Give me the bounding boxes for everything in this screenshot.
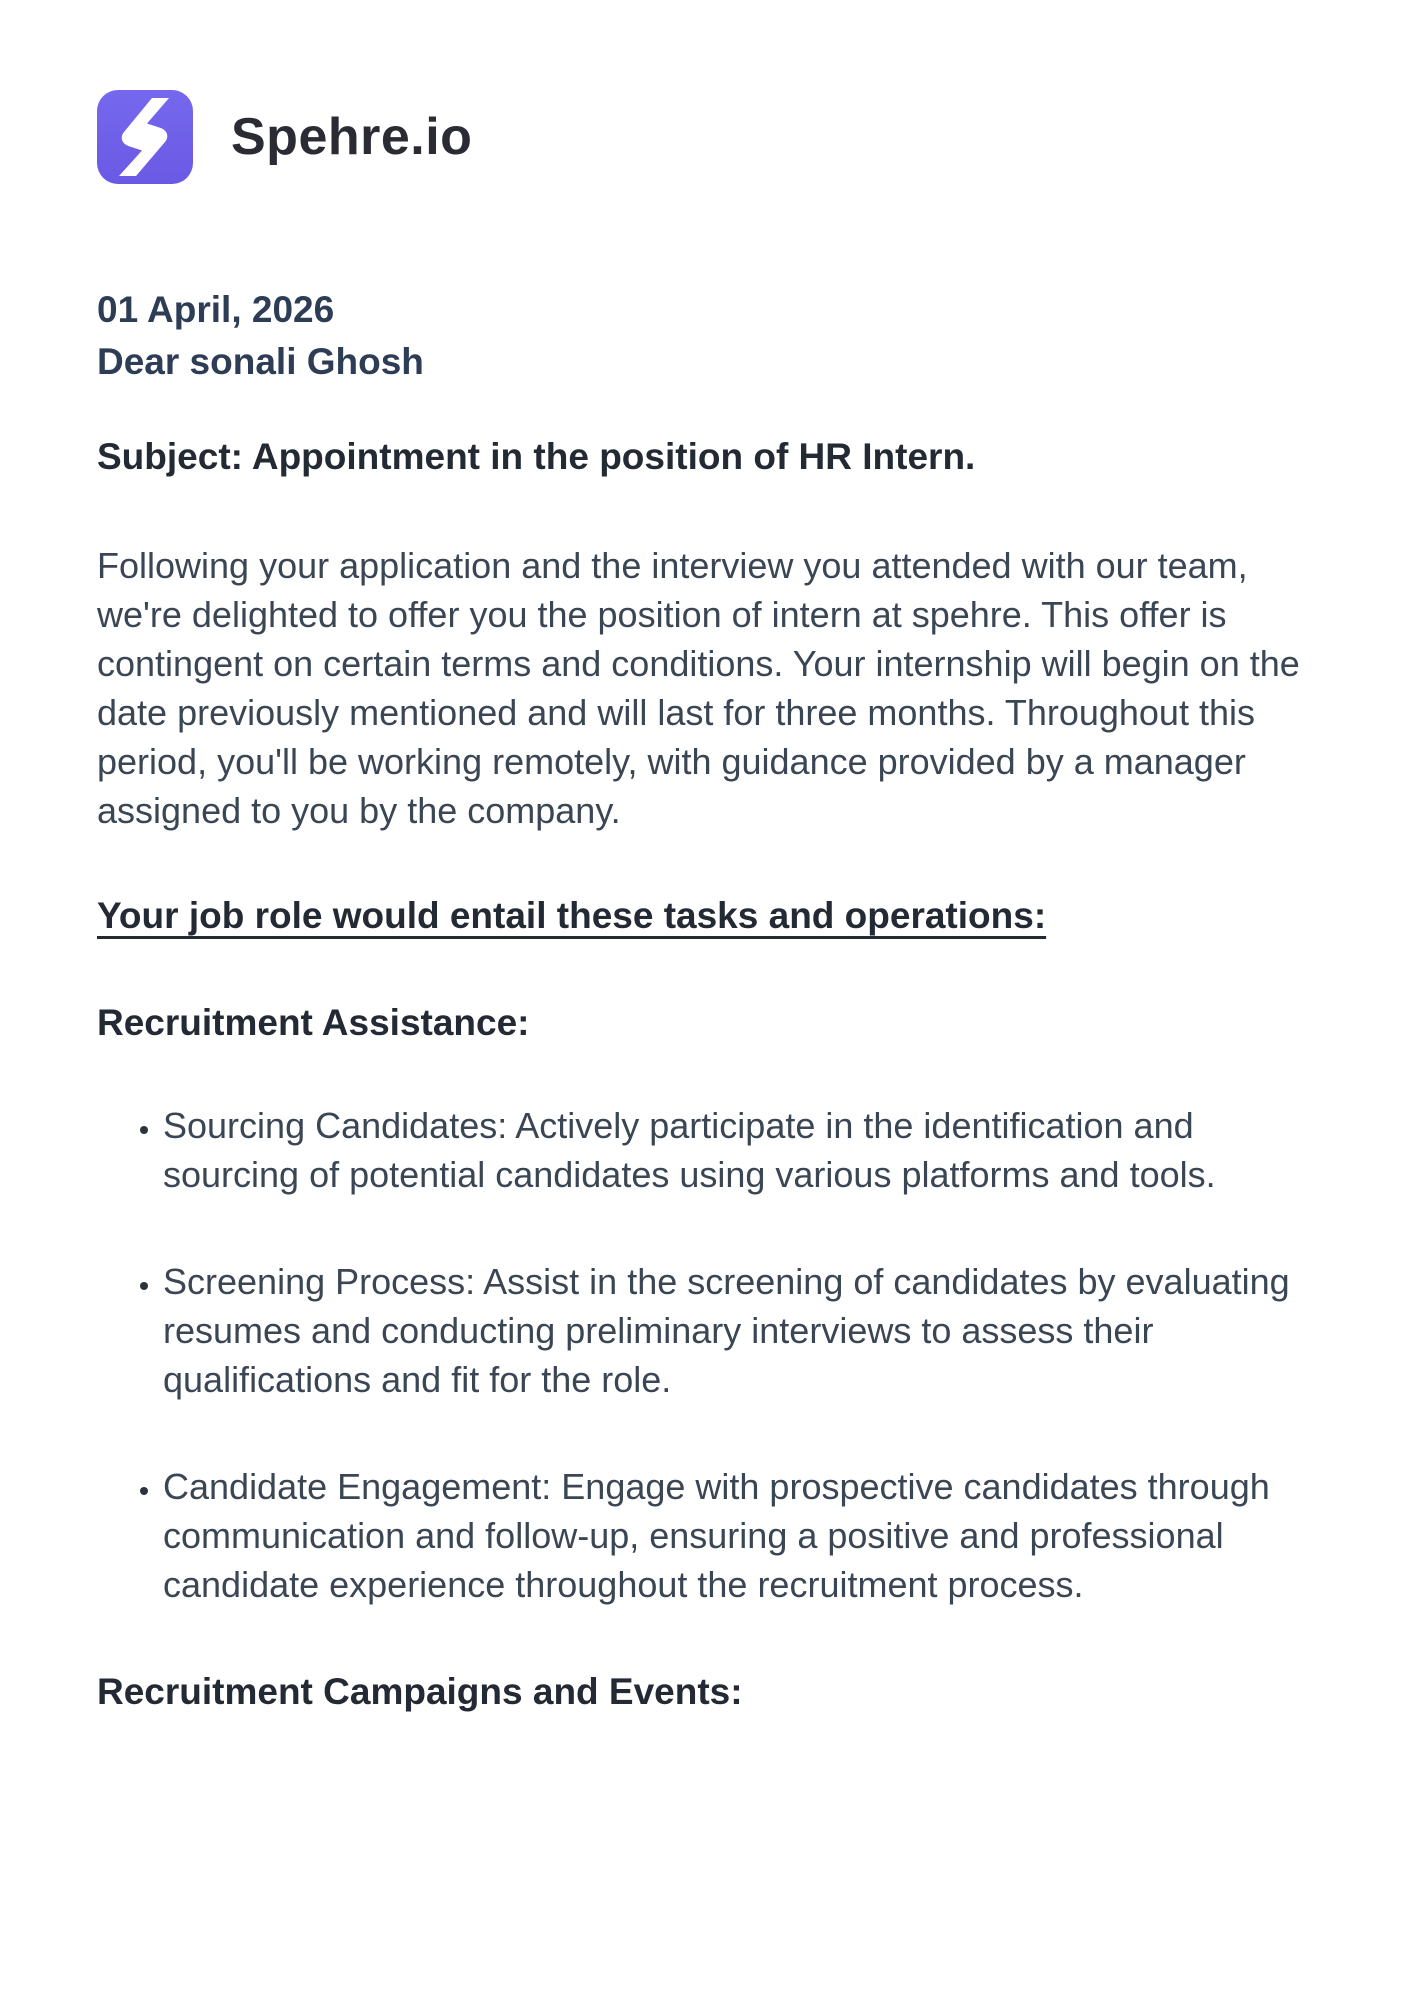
- bullet-item-candidate-engagement: • Candidate Engagement: Engage with prospective candidates through communication and follow-up, ensuring a positive and professional candidate experience throughout the recruitment process.: [163, 1462, 1317, 1609]
- recruitment-assistance-bullet-list: [97, 1101, 1317, 1609]
- spehre-logo-icon: [97, 90, 193, 184]
- letter-date: 01 April, 2026: [97, 289, 335, 330]
- section-heading-recruitment-campaigns: Recruitment Campaigns and Events:: [97, 1671, 743, 1712]
- bullet-item-sourcing-candidates: • Sourcing Candidates: Actively participate in the identification and sourcing of potential candidates using various platforms and tools.: [163, 1101, 1317, 1199]
- brand-name: Spehre.io: [231, 108, 473, 166]
- subject-line: Subject: Appointment in the position of HR Intern.: [97, 436, 976, 477]
- section-heading-recruitment-assistance: Recruitment Assistance:: [97, 1002, 530, 1043]
- intro-paragraph: Following your application and the interview you attended with our team, we're delighted to offer you the position of intern at spehre. This offer is contingent on certain terms and conditions. Your internship will begin on the date previously mentioned and will last for three months. Throughout this period, you'll be working remotely, with guidance provided by a manager assigned to you by the company.: [97, 545, 1300, 831]
- bullet-item-screening-process: • Screening Process: Assist in the screening of candidates by evaluating resumes and conducting preliminary interviews to assess their qualifications and fit for the role.: [163, 1257, 1317, 1404]
- brand-header: [97, 90, 1317, 184]
- tasks-heading: Your job role would entail these tasks and operations:: [97, 895, 1047, 936]
- letter-greeting: Dear sonali Ghosh: [97, 341, 424, 382]
- date-greeting-block: [97, 284, 1317, 388]
